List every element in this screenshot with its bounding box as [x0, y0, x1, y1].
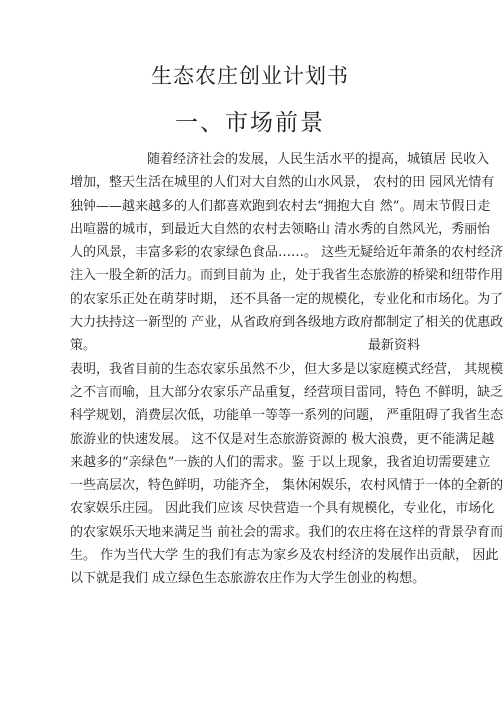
text-line-end: 策。: [70, 338, 97, 354]
text-line: 以下就是我们 成立绿色生态旅游农庄作为大学生创业的构想。: [70, 571, 426, 587]
text-line: 来越多的“亲绿色”一族的人们的需求。鉴 于以上现象，我省迫切需要建立: [70, 454, 491, 470]
text-line: 之不言而喻，且大部分农家乐产品重复，经营项目雷同，特色 不鲜明，缺乏: [70, 384, 503, 400]
text-line: 随着经济社会的发展，人民生活水平的提高，城镇居 民收入: [147, 152, 490, 167]
text-line: 人的风景，丰富多彩的农家绿色食品……。 这些无疑给近年萧条的农村经济: [70, 245, 503, 261]
text-line: 生。 作为当代大学 生的我们有志为家乡及农村经济的发展作出贡献， 因此: [70, 548, 499, 564]
text-line: 大力扶持这一新型的 产业，从省政府到各级地方政府都制定了相关的优惠政: [70, 315, 503, 331]
text-line: 的农家乐正处在萌芽时期， 还不具备一定的规模化，专业化和市场化。为了: [70, 291, 503, 307]
text-line: 科学规划，消费层次低，功能单一等等一系列的问题， 严重阻碍了我省生态: [70, 408, 503, 424]
text-line: 出喧嚣的城市，到最近大自然的农村去领略山 清水秀的自然风光，秀丽怡: [70, 221, 491, 237]
text-line: 农家娱乐庄园。 因此我们应该 尽快营造一个具有规模化，专业化，市场化: [70, 501, 495, 517]
text-line: 注入一股全新的活力。而到目前为 止，处于我省生态旅游的桥梁和纽带作用: [70, 268, 503, 284]
text-line: 旅游业的快速发展。 这不仅是对生态旅游资源的 极大浪费，更不能满足越: [70, 431, 495, 447]
text-line: 一些高层次，特色鲜明，功能齐全， 集休闲娱乐，农村风情于一体的全新的: [70, 478, 503, 494]
text-line: [70, 334, 442, 357]
text-line: 表明，我省目前的生态农家乐虽然不少，但大多是以家庭模式经营， 其规模: [70, 361, 503, 377]
section-heading: 一、市场前景: [175, 110, 325, 136]
document-title: 生态农庄创业计划书: [151, 64, 349, 88]
text-line: 独钟——越来越多的人们都喜欢跑到农村去“拥抱大自 然”。周末节假日走: [70, 198, 491, 214]
text-line: 增加，整天生活在城里的人们对大自然的山水风景， 农村的田 园风光情有: [70, 175, 495, 191]
text-line: 的农家娱乐天地来满足当 前社会的需求。我们的农庄将在这样的背景孕育而: [70, 524, 503, 540]
body-paragraph: [70, 148, 503, 591]
margin-note: 最新资料: [367, 338, 420, 354]
